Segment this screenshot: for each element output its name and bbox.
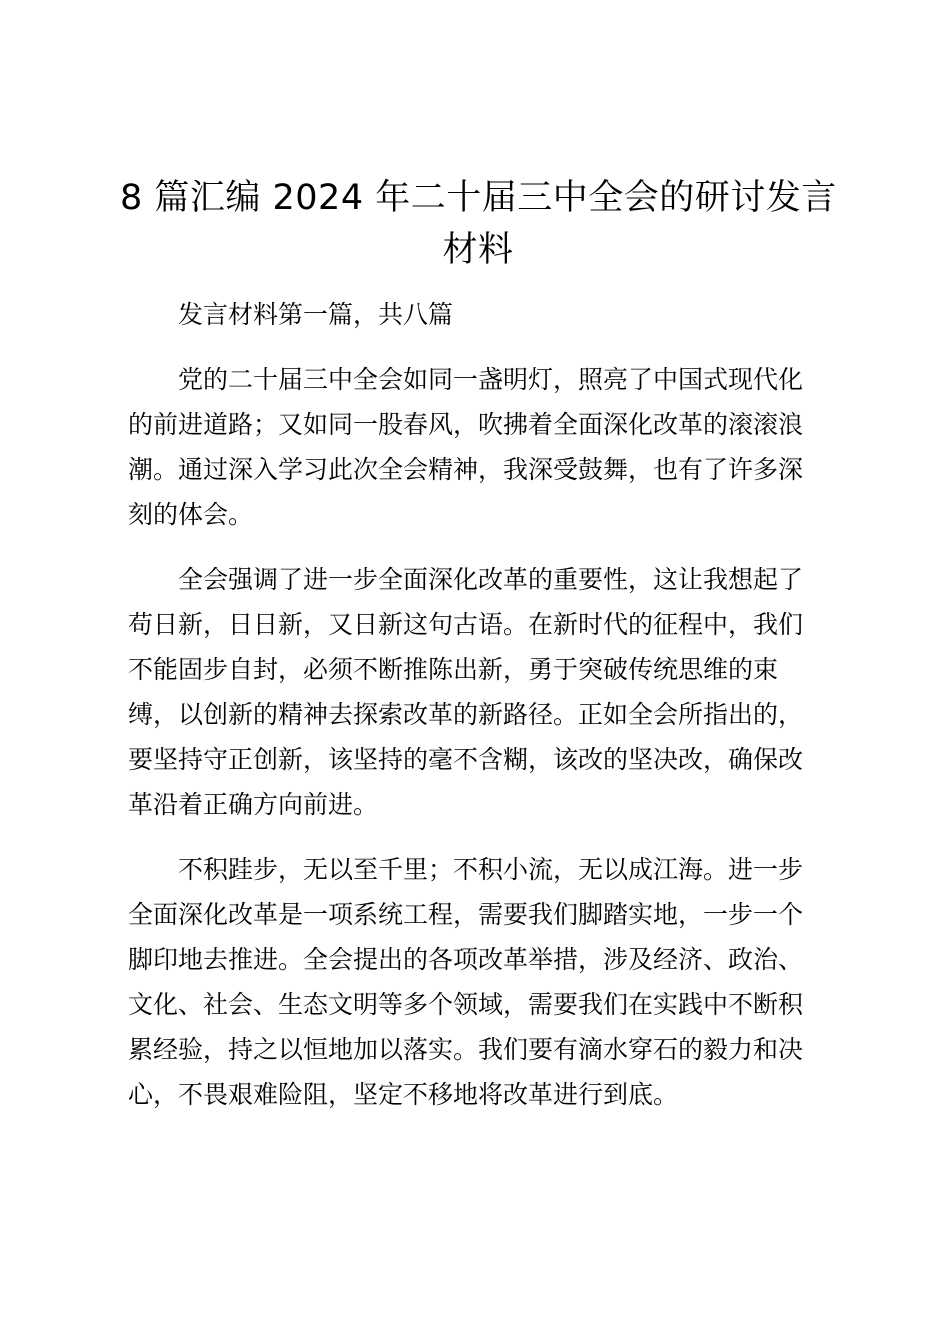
paragraph-line: 文化、社会、生态文明等多个领域，需要我们在实践中不断积 [128,990,804,1019]
title-line: 材料 [442,230,514,270]
paragraph [128,357,833,537]
paragraph-line: 心，不畏艰难险阻，坚定不移地将改革进行到底。 [128,1080,679,1109]
paragraph-line: 全面深化改革是一项系统工程，需要我们脚踏实地，一步一个 [128,900,804,929]
paragraph-line: 苟日新，日日新，又日新这句古语。在新时代的征程中，我们 [128,610,804,639]
paragraph-line: 要坚持守正创新，该坚持的毫不含糊，该改的坚决改，确保改 [128,745,804,774]
paragraph-line: 发言材料第一篇，共八篇 [178,300,454,329]
paragraph-line: 不积跬步，无以至千里；不积小流，无以成江海。进一步 [178,855,804,884]
document-body [128,292,833,1137]
paragraph-line: 的前进道路；又如同一股春风，吹拂着全面深化改革的滚滚浪 [128,410,804,439]
paragraph [128,847,833,1117]
paragraph-line: 全会强调了进一步全面深化改革的重要性，这让我想起了 [178,565,804,594]
title-line: 8 篇汇编 2024 年二十届三中全会的研讨发言 [120,178,837,218]
paragraph-line: 刻的体会。 [128,500,254,529]
paragraph-line: 党的二十届三中全会如同一盏明灯，照亮了中国式现代化 [178,365,804,394]
paragraph [128,292,833,337]
document-title [120,172,836,276]
paragraph-line: 脚印地去推进。全会提出的各项改革举措，涉及经济、政治、 [128,945,804,974]
paragraph-line: 缚，以创新的精神去探索改革的新路径。正如全会所指出的， [128,700,804,729]
paragraph [128,557,833,827]
paragraph-line: 潮。通过深入学习此次全会精神，我深受鼓舞，也有了许多深 [128,455,804,484]
paragraph-line: 不能固步自封，必须不断推陈出新，勇于突破传统思维的束 [128,655,779,684]
paragraph-line: 革沿着正确方向前进。 [128,790,379,819]
paragraph-line: 累经验，持之以恒地加以落实。我们要有滴水穿石的毅力和决 [128,1035,804,1064]
